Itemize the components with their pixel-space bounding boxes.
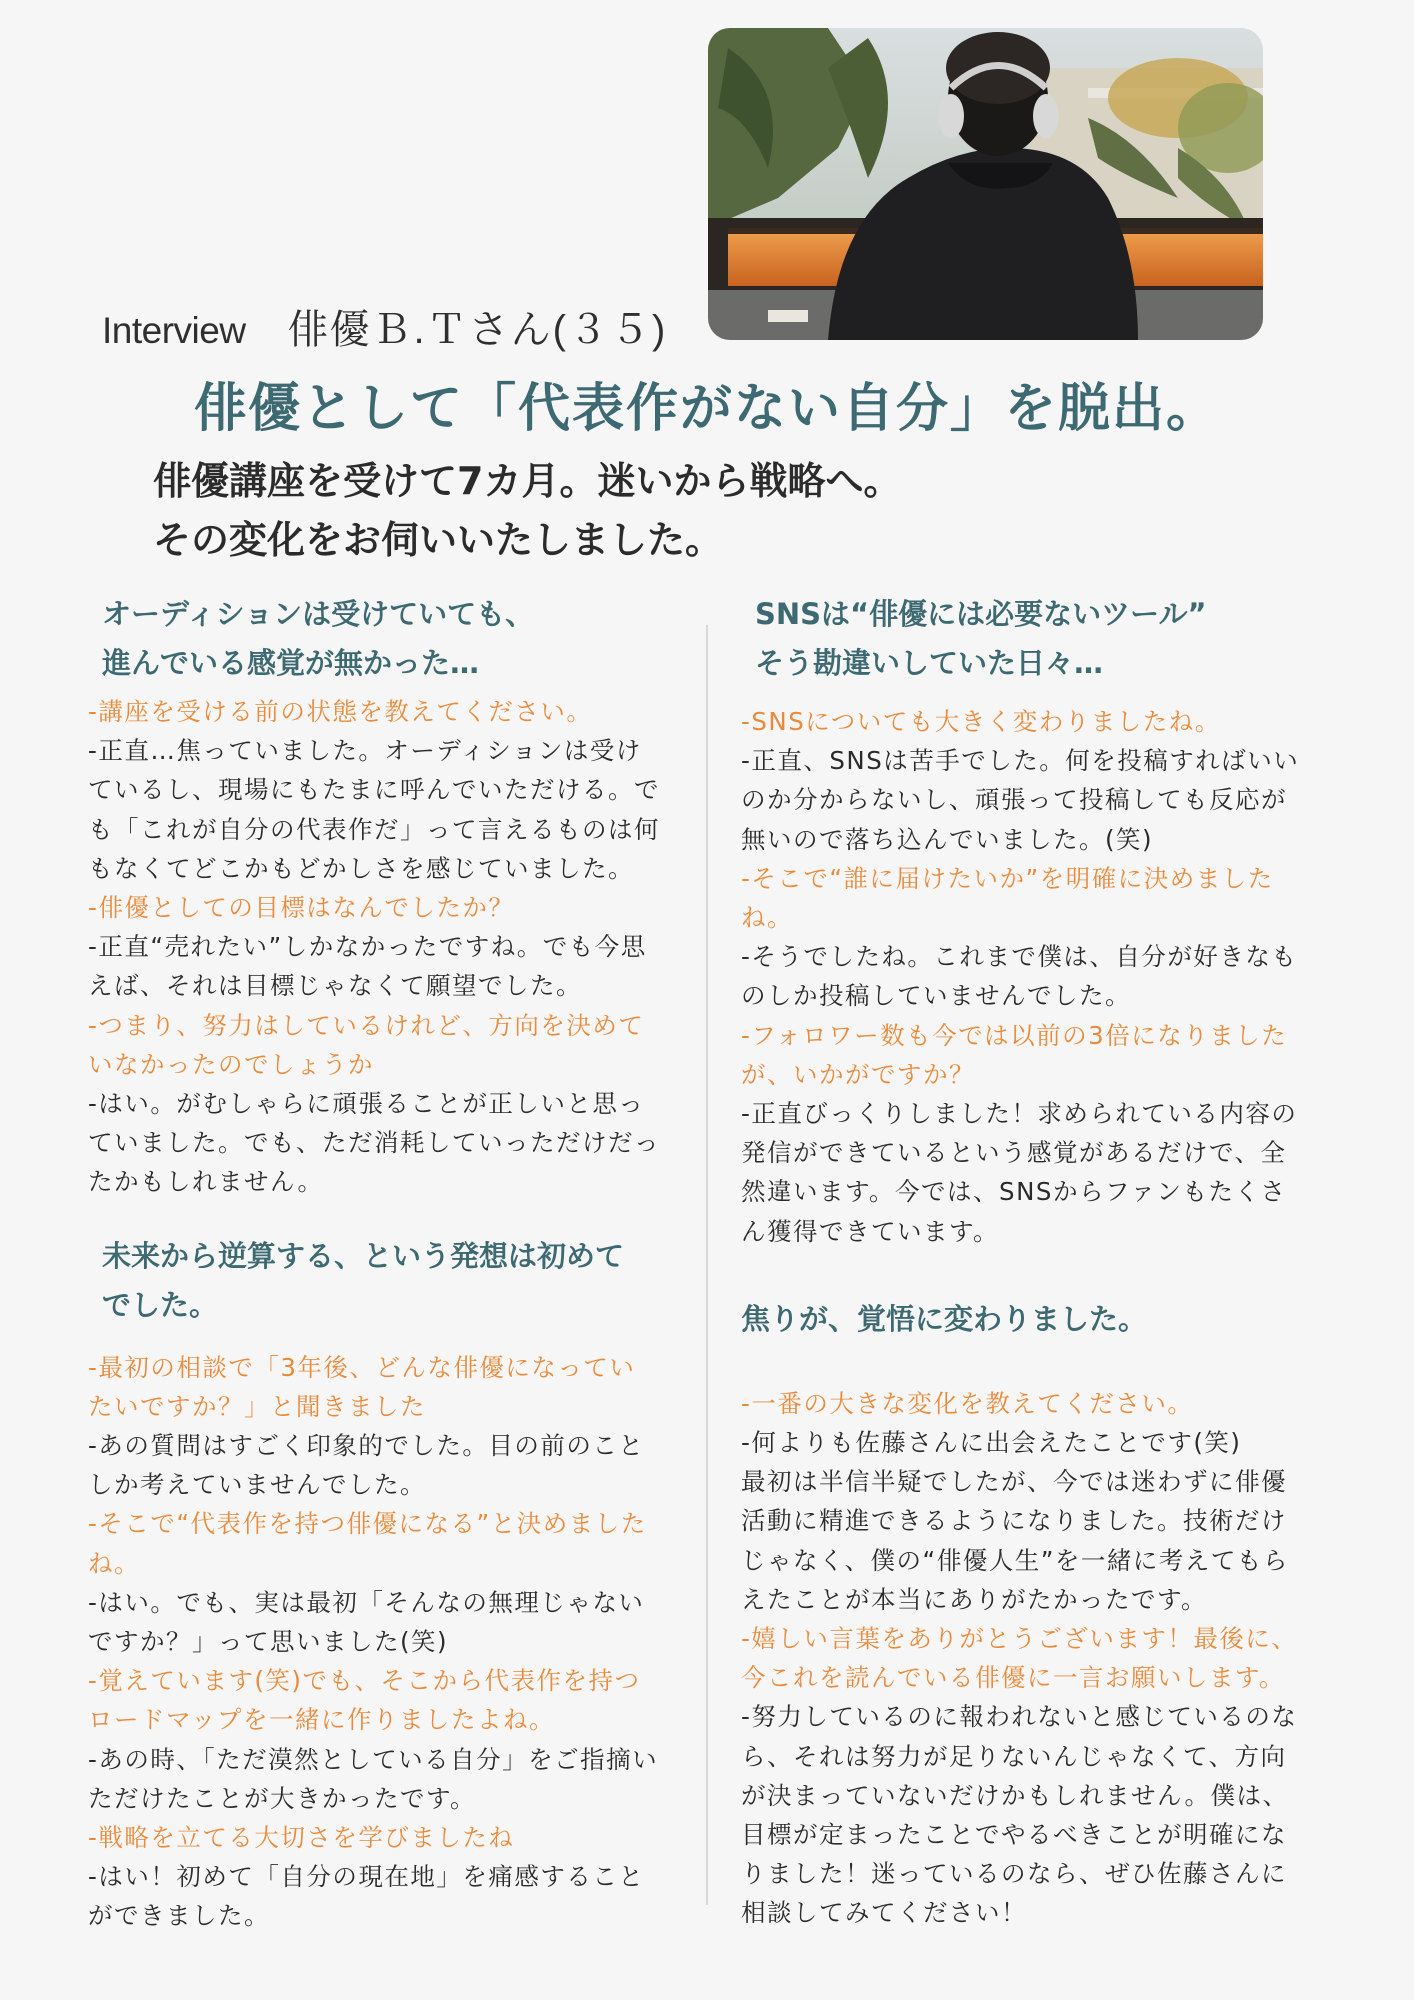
section-heading-line: そう勘違いしていた日々… xyxy=(755,646,1104,680)
spacer xyxy=(741,1251,1311,1295)
answer: -正直びっくりしました！求められている内容の発信ができているという感覚があるだけで、全然違います。今では、SNSからファンもたくさん獲得できています。 xyxy=(741,1099,1298,1246)
answer: -はい。でも、実は最初「そんなの無理じゃないですか？」って思いました(笑) xyxy=(88,1587,645,1657)
page-title: 俳優として「代表作がない自分」を脱出。 xyxy=(193,379,1220,439)
section-heading xyxy=(741,1295,1311,1344)
question: -SNSについても大きく変わりましたね。 xyxy=(741,707,1221,736)
question: -そこで“代表作を持つ俳優になる”と決めましたね。 xyxy=(88,1509,647,1578)
question: -戦略を立てる大切さを学びましたね xyxy=(88,1823,515,1853)
interview-byline xyxy=(102,298,667,355)
answer: -あの質問はすごく印象的でした。目の前のことしか考えていませんでした。 xyxy=(88,1431,645,1500)
interview-label: Interview xyxy=(102,310,246,351)
subhead-line: その変化をお伺いいたしました。 xyxy=(153,518,724,562)
left-column xyxy=(88,590,660,1936)
section-heading-line: 焦りが、覚悟に変わりました。 xyxy=(741,1301,1148,1336)
subhead xyxy=(153,452,901,570)
qa-block xyxy=(741,702,1311,1251)
section-heading xyxy=(741,590,1311,688)
question: -一番の大きな変化を教えてください。 xyxy=(741,1388,1194,1418)
qa-block xyxy=(741,1384,1311,1933)
question: -講座を受ける前の状態を教えてください。 xyxy=(88,697,593,726)
answer: -正直、SNSは苦手でした。何を投稿すればいいのか分からないし、頑張って投稿しても反応が無いので落ち込んでいました。(笑) xyxy=(741,746,1300,854)
spacer xyxy=(88,1202,660,1232)
answer: -正直…焦っていました。オーディションは受けているし、現場にもたまに呼んでいただける。でも「これが自分の代表作だ」って言えるものは何もなくてどこかもどかしさを感じていました。 xyxy=(88,736,660,883)
answer: -そうでしたね。これまで僕は、自分が好きなものしか投稿していませんでした。 xyxy=(741,942,1298,1011)
subhead-line: 俳優講座を受けて7カ月。迷いから戦略へ。 xyxy=(153,459,902,503)
photo-man-with-headphones-icon xyxy=(708,28,1263,340)
answer: 最初は半信半疑でしたが、今では迷わずに俳優活動に精進できるようになりました。技術だけじゃなく、僕の“俳優人生”を一緒に考えてもらえたことが本当にありがたかったです。 xyxy=(741,1467,1289,1614)
section-heading-line: SNSは“俳優には必要ないツール” xyxy=(755,597,1207,631)
answer: -はい！初めて「自分の現在地」を痛感することができました。 xyxy=(88,1862,645,1931)
question: -覚えています(笑)でも、そこから代表作を持つロードマップを一緒に作りましたよね。 xyxy=(88,1666,641,1735)
interviewee-name: 俳優Ｂ.Ｔさん(３５) xyxy=(287,308,668,352)
answer: -何よりも佐藤さんに出会えたことです(笑) xyxy=(741,1428,1242,1458)
qa-block xyxy=(88,1348,660,1936)
section-heading-line: でした。 xyxy=(102,1287,219,1322)
question: -嬉しい言葉をありがとうございます！最後に、今これを読んでいる俳優に一言お願いします。 xyxy=(741,1624,1298,1693)
question: -最初の相談で「3年後、どんな俳優になっていたいですか？」と聞きました xyxy=(88,1352,636,1421)
question: -俳優としての目標はなんでしたか？ xyxy=(88,893,515,923)
section-heading-line: オーディションは受けていても、 xyxy=(102,597,535,631)
header-photo xyxy=(708,28,1263,340)
question: -そこで“誰に届けたいか”を明確に決めましたね。 xyxy=(741,863,1274,933)
answer: -正直“売れたい”しかなかったですね。でも今思えば、それは目標じゃなくて願望でした。 xyxy=(88,932,647,1001)
section-heading xyxy=(88,1232,660,1330)
question: -フォロワー数も今では以前の3倍になりましたが、いかがですか？ xyxy=(741,1020,1288,1089)
section-heading xyxy=(88,590,660,688)
qa-block xyxy=(88,692,660,1202)
section-heading-line: 未来から逆算する、という発想は初めて xyxy=(102,1238,625,1273)
column-divider xyxy=(706,625,708,1905)
answer: -努力しているのに報われないと感じているのなら、それは努力が足りないんじゃなくて、方向が決まっていないだけかもしれません。僕は、目標が定まったことでやるべきことが明確になりました！迷っているのなら、ぜひ佐藤さんに相談してみてください！ xyxy=(741,1702,1298,1928)
answer: -あの時、「ただ漠然としている自分」をご指摘いただけたことが大きかったです。 xyxy=(88,1744,659,1813)
right-column xyxy=(741,590,1311,1933)
answer: -はい。がむしゃらに頑張ることが正しいと思っていました。でも、ただ消耗していっただけだったかもしれません。 xyxy=(88,1089,660,1197)
question: -つまり、努力はしているけれど、方向を決めていなかったのでしょうか xyxy=(88,1010,645,1079)
section-heading-line: 進んでいる感覚が無かった… xyxy=(102,646,480,680)
